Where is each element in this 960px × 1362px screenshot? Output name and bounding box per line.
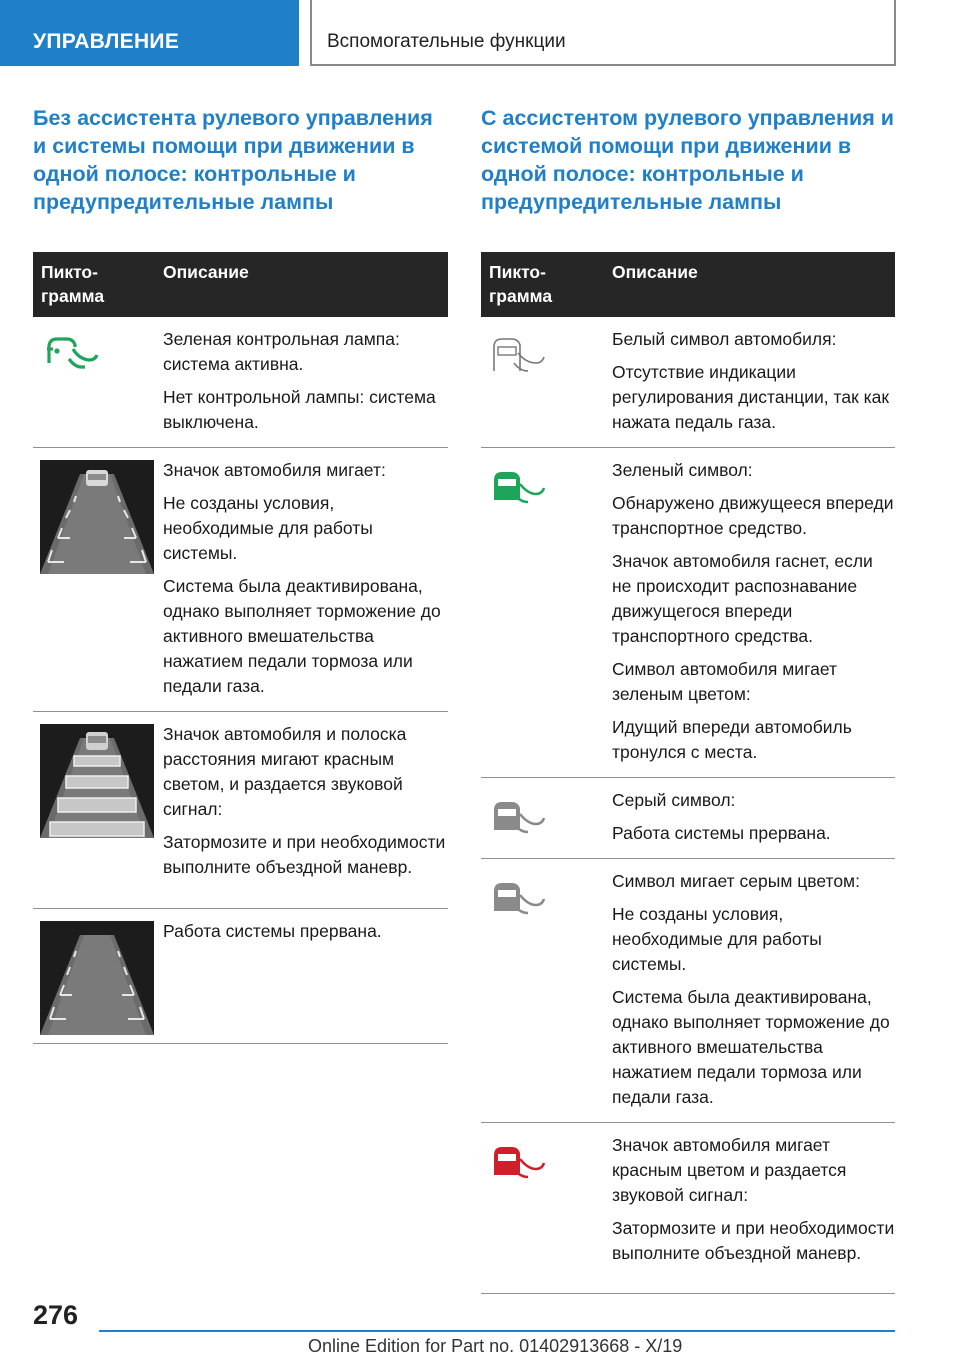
right-column <box>481 104 895 1294</box>
description-line: Работа системы прервана. <box>163 921 382 941</box>
table-row <box>481 448 895 778</box>
description-line: Нет контрольной лампы: система выключена. <box>163 387 436 432</box>
right-table <box>481 252 895 1294</box>
table-row <box>481 1123 895 1294</box>
col-header-picto: Пикто- грамма <box>489 262 553 306</box>
table-row <box>481 317 895 448</box>
left-column <box>33 104 448 1044</box>
row-description <box>612 788 895 846</box>
description-line: Символ мигает серым цветом: <box>612 871 860 891</box>
table-row <box>33 317 448 448</box>
description-line: Значок автомобиля мигает красным цветом и раздается звуковой сигнал: <box>612 1135 847 1205</box>
road-car-white-image <box>40 460 154 574</box>
row-description <box>612 327 895 435</box>
road-car-red-distance-image <box>40 724 154 838</box>
description-line: Значок автомобиля и полоска расстояния мигают красным светом, и раздается звуковой сигнал: <box>163 724 407 819</box>
description-line: Белый символ автомобиля: <box>612 329 837 349</box>
description-line: Отсутствие индикации регулирования дистанции, так как нажата педаль газа. <box>612 362 890 432</box>
road-empty-image <box>40 921 154 1035</box>
page-number: 276 <box>33 1300 79 1330</box>
table-header <box>33 252 448 317</box>
table-row <box>481 859 895 1123</box>
edition-label: Online Edition for Part no. 01402913668 - X/19 <box>308 1336 683 1356</box>
row-description <box>612 458 895 765</box>
gray-car-steering-icon <box>488 877 548 922</box>
red-car-steering-icon <box>488 1141 548 1186</box>
gray-car-steering-icon <box>488 796 548 841</box>
footer-divider <box>99 1330 895 1332</box>
table-row <box>33 448 448 712</box>
description-line: Не созданы условия, необходимые для работы системы. <box>612 904 822 974</box>
left-section-title: Без ассистента рулевого управления и системы помощи при движении в одной полосе: контрольные и предупредительные лампы <box>33 106 433 214</box>
description-line: Значок автомобиля мигает: <box>163 460 386 480</box>
description-line: Идущий впереди автомобиль тронулся с места. <box>612 717 852 762</box>
table-row <box>481 778 895 859</box>
white-car-steering-icon <box>488 331 548 382</box>
section-label: УПРАВЛЕНИЕ <box>0 0 299 66</box>
description-line: Зеленый символ: <box>612 460 753 480</box>
description-line: Зеленая контрольная лампа: система активна. <box>163 329 400 374</box>
green-car-steering-icon <box>488 466 548 511</box>
description-line: Обнаружено движущееся впереди транспортное средство. <box>612 493 894 538</box>
right-section-title: С ассистентом рулевого управления и системой помощи при движении в одной полосе: контрольные и предупредительные лампы <box>481 106 894 214</box>
row-description <box>163 458 448 699</box>
description-line: Затормозите и при необходимости выполните объездной маневр. <box>163 832 446 877</box>
description-line: Система была деактивирована, однако выполняет торможение до активного вмешательства нажатием педали тормоза или педали газа. <box>163 576 441 696</box>
topic-label: Вспомогательные функции <box>310 0 896 66</box>
table-header <box>481 252 895 317</box>
row-description <box>163 919 448 944</box>
col-header-desc: Описание <box>163 262 249 282</box>
green-steering-lamp-icon <box>45 333 105 378</box>
col-header-picto: Пикто- грамма <box>41 262 105 306</box>
description-line: Работа системы прервана. <box>612 823 831 843</box>
description-line: Символ автомобиля мигает зеленым цветом: <box>612 659 837 704</box>
page-header <box>0 0 960 66</box>
table-row <box>33 712 448 909</box>
table-row <box>33 909 448 1044</box>
col-header-desc: Описание <box>612 262 698 282</box>
description-line: Затормозите и при необходимости выполните объездной маневр. <box>612 1218 895 1263</box>
description-line: Значок автомобиля гаснет, если не происходит распознавание движущегося впереди транспортного средства. <box>612 551 873 646</box>
row-description <box>163 327 448 435</box>
row-description <box>163 722 448 880</box>
description-line: Система была деактивирована, однако выполняет торможение до активного вмешательства нажатием педали тормоза или педали газа. <box>612 987 890 1107</box>
description-line: Серый символ: <box>612 790 736 810</box>
row-description <box>612 869 895 1110</box>
row-description <box>612 1133 895 1266</box>
left-table <box>33 252 448 1044</box>
description-line: Не созданы условия, необходимые для работы системы. <box>163 493 373 563</box>
